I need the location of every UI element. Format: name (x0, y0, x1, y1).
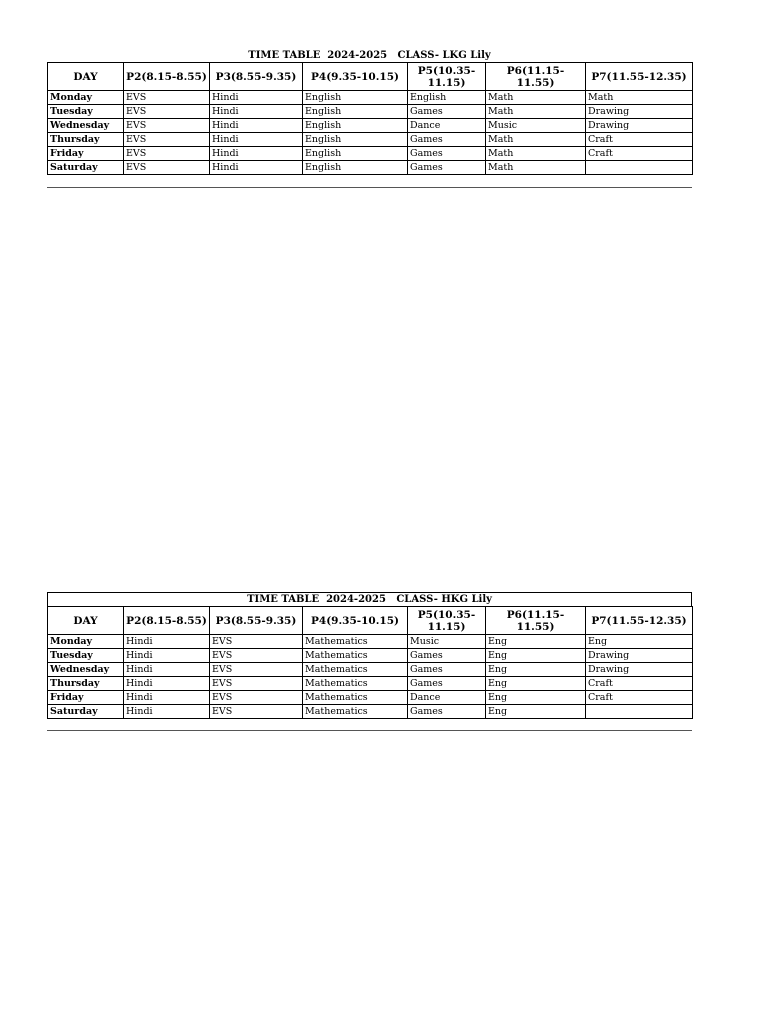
subject-cell: Math (486, 91, 586, 105)
table-row (48, 147, 693, 161)
day-cell: Monday (48, 635, 124, 649)
table-row (48, 705, 693, 719)
column-header-day: DAY (48, 63, 124, 91)
day-cell: Friday (48, 691, 124, 705)
divider-line (47, 730, 692, 731)
timetable-hkg (47, 592, 692, 719)
column-header-period: P2(8.15-8.55) (124, 607, 210, 635)
subject-cell: Math (486, 133, 586, 147)
subject-cell: EVS (210, 691, 303, 705)
subject-cell: Games (408, 147, 486, 161)
table-row (48, 677, 693, 691)
subject-cell: Hindi (210, 105, 303, 119)
subject-cell: Math (486, 105, 586, 119)
column-header-period: P3(8.55-9.35) (210, 63, 303, 91)
subject-cell: EVS (124, 133, 210, 147)
timetable-table (47, 62, 693, 175)
subject-cell: EVS (124, 147, 210, 161)
column-header-period: P2(8.15-8.55) (124, 63, 210, 91)
column-header-day: DAY (48, 607, 124, 635)
subject-cell: Eng (486, 705, 586, 719)
subject-cell: English (303, 119, 408, 133)
subject-cell: Games (408, 705, 486, 719)
subject-cell: Math (486, 147, 586, 161)
subject-cell: Hindi (210, 161, 303, 175)
subject-cell: Eng (486, 677, 586, 691)
subject-cell: EVS (210, 677, 303, 691)
subject-cell: Craft (586, 691, 693, 705)
header-row (48, 63, 693, 91)
subject-cell: Math (486, 161, 586, 175)
day-cell: Thursday (48, 677, 124, 691)
subject-cell: Music (408, 635, 486, 649)
subject-cell: Math (586, 91, 693, 105)
subject-cell: Hindi (210, 147, 303, 161)
day-cell: Saturday (48, 161, 124, 175)
subject-cell: Drawing (586, 119, 693, 133)
subject-cell: Hindi (124, 691, 210, 705)
day-cell: Wednesday (48, 119, 124, 133)
subject-cell (586, 705, 693, 719)
day-cell: Thursday (48, 133, 124, 147)
subject-cell: Eng (586, 635, 693, 649)
subject-cell: Hindi (210, 91, 303, 105)
table-row (48, 91, 693, 105)
table-row (48, 663, 693, 677)
subject-cell: Hindi (124, 677, 210, 691)
column-header-period: P4(9.35-10.15) (303, 63, 408, 91)
table-row (48, 161, 693, 175)
subject-cell: Mathematics (303, 705, 408, 719)
subject-cell: Hindi (124, 705, 210, 719)
day-cell: Saturday (48, 705, 124, 719)
subject-cell: Eng (486, 663, 586, 677)
subject-cell: Mathematics (303, 635, 408, 649)
subject-cell: Craft (586, 677, 693, 691)
column-header-period: P6(11.15-11.55) (486, 63, 586, 91)
subject-cell: Games (408, 105, 486, 119)
column-header-period: P5(10.35-11.15) (408, 63, 486, 91)
subject-cell (586, 161, 693, 175)
table-row (48, 119, 693, 133)
subject-cell: EVS (124, 161, 210, 175)
subject-cell: Craft (586, 133, 693, 147)
subject-cell: English (303, 161, 408, 175)
column-header-period: P4(9.35-10.15) (303, 607, 408, 635)
day-cell: Friday (48, 147, 124, 161)
subject-cell: EVS (210, 705, 303, 719)
subject-cell: EVS (210, 663, 303, 677)
subject-cell: English (303, 133, 408, 147)
subject-cell: Hindi (124, 635, 210, 649)
subject-cell: Games (408, 161, 486, 175)
column-header-period: P7(11.55-12.35) (586, 63, 693, 91)
subject-cell: Mathematics (303, 691, 408, 705)
column-header-period: P7(11.55-12.35) (586, 607, 693, 635)
subject-cell: Hindi (124, 663, 210, 677)
subject-cell: Games (408, 649, 486, 663)
subject-cell: Mathematics (303, 663, 408, 677)
subject-cell: Mathematics (303, 677, 408, 691)
subject-cell: Eng (486, 649, 586, 663)
subject-cell: EVS (124, 91, 210, 105)
table-row (48, 635, 693, 649)
subject-cell: Eng (486, 635, 586, 649)
subject-cell: Dance (408, 691, 486, 705)
subject-cell: Eng (486, 691, 586, 705)
subject-cell: Drawing (586, 649, 693, 663)
subject-cell: Craft (586, 147, 693, 161)
column-header-period: P3(8.55-9.35) (210, 607, 303, 635)
day-cell: Monday (48, 91, 124, 105)
column-header-period: P5(10.35-11.15) (408, 607, 486, 635)
subject-cell: Hindi (210, 119, 303, 133)
timetable-title: TIME TABLE 2024-2025 CLASS- HKG Lily (47, 592, 692, 606)
subject-cell: Hindi (210, 133, 303, 147)
day-cell: Tuesday (48, 105, 124, 119)
subject-cell: Hindi (124, 649, 210, 663)
timetable-title: TIME TABLE 2024-2025 CLASS- LKG Lily (248, 50, 491, 61)
subject-cell: Games (408, 133, 486, 147)
subject-cell: EVS (210, 649, 303, 663)
table-row (48, 105, 693, 119)
table-row (48, 649, 693, 663)
subject-cell: Music (486, 119, 586, 133)
subject-cell: Games (408, 677, 486, 691)
timetable-table (47, 606, 693, 719)
column-header-period: P6(11.15-11.55) (486, 607, 586, 635)
subject-cell: Drawing (586, 663, 693, 677)
day-cell: Tuesday (48, 649, 124, 663)
table-row (48, 133, 693, 147)
day-cell: Wednesday (48, 663, 124, 677)
subject-cell: Mathematics (303, 649, 408, 663)
subject-cell: English (303, 147, 408, 161)
subject-cell: Dance (408, 119, 486, 133)
subject-cell: EVS (124, 105, 210, 119)
subject-cell: EVS (210, 635, 303, 649)
subject-cell: Games (408, 663, 486, 677)
subject-cell: English (303, 105, 408, 119)
subject-cell: Drawing (586, 105, 693, 119)
header-row (48, 607, 693, 635)
subject-cell: EVS (124, 119, 210, 133)
subject-cell: English (303, 91, 408, 105)
subject-cell: English (408, 91, 486, 105)
table-row (48, 691, 693, 705)
timetable-lkg (47, 49, 692, 175)
divider-line (47, 187, 692, 188)
